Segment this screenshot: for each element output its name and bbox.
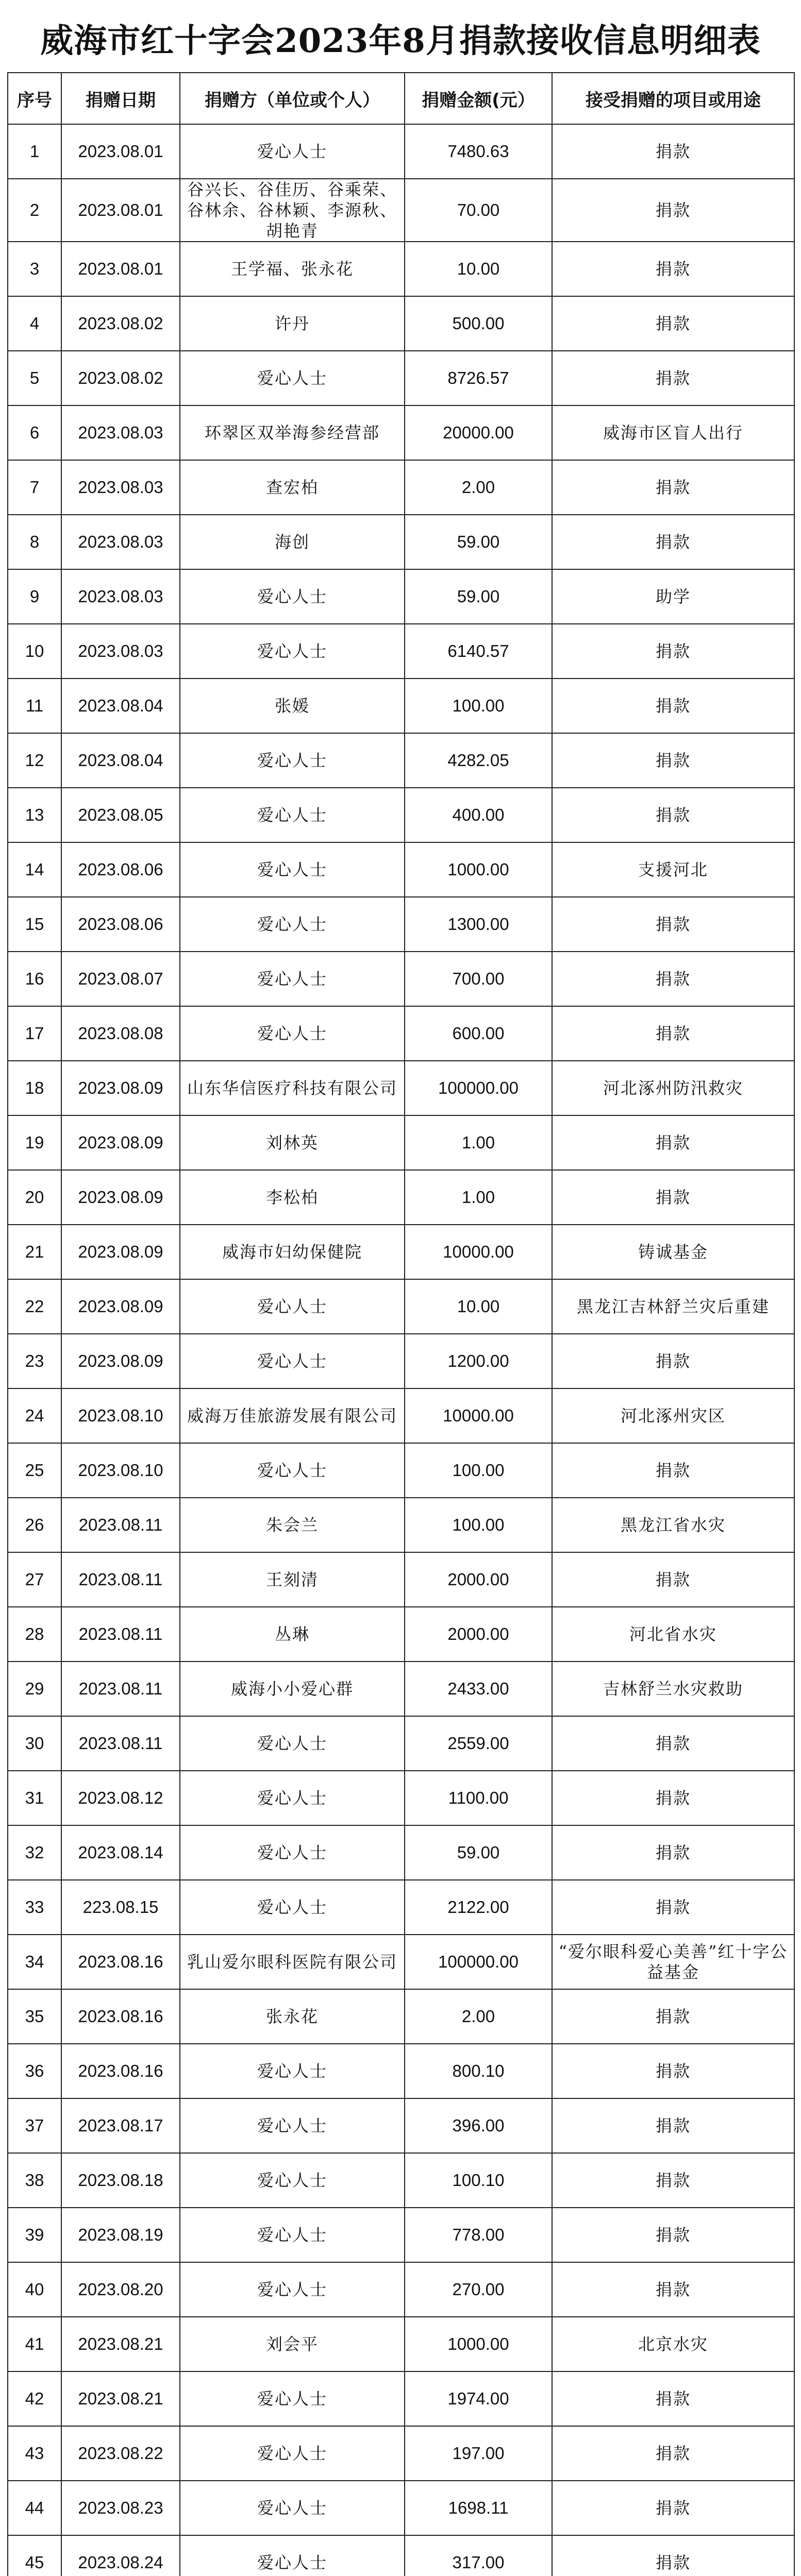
cell-index: 26	[8, 1498, 61, 1552]
cell-purpose: 捐款	[552, 624, 794, 679]
cell-date: 2023.08.23	[61, 2481, 180, 2535]
cell-index: 29	[8, 1662, 61, 1716]
cell-amount: 20000.00	[405, 405, 552, 460]
cell-date: 2023.08.20	[61, 2262, 180, 2317]
cell-donor: 张媛	[180, 679, 405, 733]
cell-index: 38	[8, 2153, 61, 2208]
cell-donor: 爱心人士	[180, 2426, 405, 2481]
cell-donor: 爱心人士	[180, 2535, 405, 2576]
cell-donor: 爱心人士	[180, 2044, 405, 2098]
cell-index: 5	[8, 351, 61, 405]
cell-date: 2023.08.09	[61, 1170, 180, 1225]
cell-date: 2023.08.05	[61, 788, 180, 842]
cell-purpose: 捐款	[552, 1825, 794, 1880]
cell-purpose: 捐款	[552, 2535, 794, 2576]
header-date: 捐赠日期	[61, 73, 180, 124]
cell-amount: 1100.00	[405, 1771, 552, 1825]
cell-index: 27	[8, 1552, 61, 1607]
cell-date: 2023.08.06	[61, 897, 180, 952]
cell-amount: 59.00	[405, 1825, 552, 1880]
cell-amount: 10.00	[405, 242, 552, 296]
cell-donor: 丛琳	[180, 1607, 405, 1662]
cell-date: 2023.08.16	[61, 1989, 180, 2044]
cell-amount: 400.00	[405, 788, 552, 842]
cell-date: 2023.08.01	[61, 124, 180, 179]
cell-index: 43	[8, 2426, 61, 2481]
cell-purpose: 捐款	[552, 788, 794, 842]
cell-date: 2023.08.22	[61, 2426, 180, 2481]
cell-amount: 500.00	[405, 296, 552, 351]
cell-purpose: “爱尔眼科爱心美善”红十字公益基金	[552, 1935, 794, 1989]
cell-amount: 4282.05	[405, 733, 552, 788]
cell-index: 17	[8, 1006, 61, 1061]
cell-purpose: 捐款	[552, 2481, 794, 2535]
cell-amount: 1000.00	[405, 842, 552, 897]
cell-purpose: 捐款	[552, 124, 794, 179]
cell-amount: 700.00	[405, 952, 552, 1006]
cell-date: 2023.08.11	[61, 1662, 180, 1716]
cell-donor: 刘会平	[180, 2317, 405, 2371]
cell-donor: 爱心人士	[180, 2098, 405, 2153]
cell-purpose: 捐款	[552, 515, 794, 569]
cell-date: 2023.08.03	[61, 405, 180, 460]
cell-donor: 谷兴长、谷佳历、谷乘荣、谷林余、谷林颖、李源秋、胡艳青	[180, 179, 405, 242]
cell-index: 37	[8, 2098, 61, 2153]
cell-date: 2023.08.24	[61, 2535, 180, 2576]
cell-purpose: 捐款	[552, 2153, 794, 2208]
cell-date: 2023.08.11	[61, 1716, 180, 1771]
cell-index: 22	[8, 1279, 61, 1334]
table-row	[8, 1225, 794, 1279]
table-row	[8, 2044, 794, 2098]
header-donor: 捐赠方（单位或个人）	[180, 73, 405, 124]
cell-amount: 1698.11	[405, 2481, 552, 2535]
table-row	[8, 624, 794, 679]
table-row	[8, 1716, 794, 1771]
cell-date: 2023.08.10	[61, 1443, 180, 1498]
cell-donor: 爱心人士	[180, 1279, 405, 1334]
cell-amount: 317.00	[405, 2535, 552, 2576]
cell-donor: 爱心人士	[180, 124, 405, 179]
cell-purpose: 威海市区盲人出行	[552, 405, 794, 460]
cell-date: 2023.08.14	[61, 1825, 180, 1880]
cell-purpose: 捐款	[552, 1115, 794, 1170]
cell-donor: 乳山爱尔眼科医院有限公司	[180, 1935, 405, 1989]
cell-date: 2023.08.21	[61, 2371, 180, 2426]
cell-index: 24	[8, 1388, 61, 1443]
cell-purpose: 捐款	[552, 460, 794, 515]
cell-index: 31	[8, 1771, 61, 1825]
cell-amount: 1000.00	[405, 2317, 552, 2371]
cell-index: 45	[8, 2535, 61, 2576]
cell-index: 32	[8, 1825, 61, 1880]
table-row	[8, 1880, 794, 1935]
table-row	[8, 1935, 794, 1989]
cell-amount: 1974.00	[405, 2371, 552, 2426]
cell-amount: 1.00	[405, 1170, 552, 1225]
cell-donor: 山东华信医疗科技有限公司	[180, 1061, 405, 1115]
cell-purpose: 捐款	[552, 679, 794, 733]
cell-amount: 600.00	[405, 1006, 552, 1061]
cell-date: 2023.08.11	[61, 1498, 180, 1552]
cell-purpose: 北京水灾	[552, 2317, 794, 2371]
cell-amount: 1.00	[405, 1115, 552, 1170]
cell-amount: 2559.00	[405, 1716, 552, 1771]
cell-date: 2023.08.03	[61, 460, 180, 515]
cell-amount: 70.00	[405, 179, 552, 242]
cell-index: 15	[8, 897, 61, 952]
cell-purpose: 捐款	[552, 1771, 794, 1825]
cell-index: 10	[8, 624, 61, 679]
cell-donor: 查宏柏	[180, 460, 405, 515]
table-row	[8, 1825, 794, 1880]
cell-purpose: 捐款	[552, 2262, 794, 2317]
table-row	[8, 2535, 794, 2576]
cell-purpose: 河北省水灾	[552, 1607, 794, 1662]
cell-amount: 100000.00	[405, 1935, 552, 1989]
cell-date: 2023.08.01	[61, 179, 180, 242]
cell-amount: 100000.00	[405, 1061, 552, 1115]
cell-index: 23	[8, 1334, 61, 1388]
cell-purpose: 吉林舒兰水灾救助	[552, 1662, 794, 1716]
cell-donor: 爱心人士	[180, 733, 405, 788]
table-row	[8, 1552, 794, 1607]
table-row	[8, 296, 794, 351]
cell-amount: 197.00	[405, 2426, 552, 2481]
cell-donor: 爱心人士	[180, 351, 405, 405]
cell-amount: 800.10	[405, 2044, 552, 2098]
cell-purpose: 捐款	[552, 2044, 794, 2098]
cell-date: 2023.08.01	[61, 242, 180, 296]
cell-purpose: 捐款	[552, 1880, 794, 1935]
cell-purpose: 捐款	[552, 897, 794, 952]
cell-index: 39	[8, 2208, 61, 2262]
cell-donor: 海创	[180, 515, 405, 569]
cell-index: 20	[8, 1170, 61, 1225]
cell-purpose: 捐款	[552, 1716, 794, 1771]
cell-date: 2023.08.08	[61, 1006, 180, 1061]
cell-purpose: 捐款	[552, 952, 794, 1006]
cell-donor: 爱心人士	[180, 788, 405, 842]
table-row	[8, 2208, 794, 2262]
donation-table	[7, 72, 795, 2576]
table-row	[8, 952, 794, 1006]
cell-donor: 爱心人士	[180, 1880, 405, 1935]
table-row	[8, 515, 794, 569]
cell-index: 44	[8, 2481, 61, 2535]
table-row	[8, 2481, 794, 2535]
cell-date: 2023.08.04	[61, 733, 180, 788]
table-row	[8, 179, 794, 242]
cell-amount: 2000.00	[405, 1607, 552, 1662]
cell-donor: 许丹	[180, 296, 405, 351]
table-row	[8, 2371, 794, 2426]
cell-amount: 1200.00	[405, 1334, 552, 1388]
cell-date: 2023.08.16	[61, 1935, 180, 1989]
table-row	[8, 1771, 794, 1825]
cell-donor: 朱会兰	[180, 1498, 405, 1552]
cell-purpose: 河北涿州防汛救灾	[552, 1061, 794, 1115]
header-amount: 捐赠金额(元）	[405, 73, 552, 124]
cell-donor: 爱心人士	[180, 2208, 405, 2262]
cell-date: 2023.08.21	[61, 2317, 180, 2371]
table-row	[8, 405, 794, 460]
table-row	[8, 1388, 794, 1443]
table-row	[8, 1989, 794, 2044]
cell-donor: 王刻清	[180, 1552, 405, 1607]
cell-donor: 环翠区双举海参经营部	[180, 405, 405, 460]
cell-date: 2023.08.16	[61, 2044, 180, 2098]
cell-date: 2023.08.09	[61, 1279, 180, 1334]
cell-amount: 2122.00	[405, 1880, 552, 1935]
cell-index: 8	[8, 515, 61, 569]
table-row	[8, 1498, 794, 1552]
cell-donor: 威海市妇幼保健院	[180, 1225, 405, 1279]
cell-index: 14	[8, 842, 61, 897]
cell-index: 12	[8, 733, 61, 788]
cell-amount: 100.00	[405, 679, 552, 733]
cell-amount: 10000.00	[405, 1225, 552, 1279]
cell-purpose: 捐款	[552, 1006, 794, 1061]
table-row	[8, 679, 794, 733]
cell-index: 18	[8, 1061, 61, 1115]
cell-date: 2023.08.03	[61, 515, 180, 569]
cell-index: 1	[8, 124, 61, 179]
table-row	[8, 2426, 794, 2481]
cell-index: 34	[8, 1935, 61, 1989]
table-row	[8, 1170, 794, 1225]
cell-index: 25	[8, 1443, 61, 1498]
table-body	[8, 124, 794, 2576]
table-row	[8, 897, 794, 952]
table-row	[8, 733, 794, 788]
cell-date: 2023.08.02	[61, 296, 180, 351]
cell-amount: 59.00	[405, 569, 552, 624]
cell-purpose: 支援河北	[552, 842, 794, 897]
table-row	[8, 2317, 794, 2371]
table-row	[8, 788, 794, 842]
cell-index: 3	[8, 242, 61, 296]
cell-date: 2023.08.18	[61, 2153, 180, 2208]
table-row	[8, 1443, 794, 1498]
cell-amount: 8726.57	[405, 351, 552, 405]
cell-index: 16	[8, 952, 61, 1006]
cell-purpose: 捐款	[552, 296, 794, 351]
cell-date: 2023.08.06	[61, 842, 180, 897]
cell-donor: 爱心人士	[180, 897, 405, 952]
cell-amount: 2000.00	[405, 1552, 552, 1607]
cell-date: 2023.08.02	[61, 351, 180, 405]
cell-purpose: 捐款	[552, 733, 794, 788]
cell-donor: 爱心人士	[180, 952, 405, 1006]
cell-date: 2023.08.04	[61, 679, 180, 733]
cell-amount: 2.00	[405, 460, 552, 515]
cell-amount: 7480.63	[405, 124, 552, 179]
cell-donor: 爱心人士	[180, 1825, 405, 1880]
cell-date: 2023.08.03	[61, 569, 180, 624]
cell-date: 2023.08.07	[61, 952, 180, 1006]
cell-donor: 爱心人士	[180, 624, 405, 679]
cell-date: 2023.08.09	[61, 1225, 180, 1279]
cell-purpose: 捐款	[552, 2371, 794, 2426]
cell-index: 6	[8, 405, 61, 460]
page-title: 威海市红十字会2023年8月捐款接收信息明细表	[40, 22, 761, 60]
cell-date: 2023.08.11	[61, 1607, 180, 1662]
cell-purpose: 捐款	[552, 242, 794, 296]
cell-date: 2023.08.09	[61, 1334, 180, 1388]
table-row	[8, 569, 794, 624]
cell-amount: 10000.00	[405, 1388, 552, 1443]
table-row	[8, 124, 794, 179]
table-row	[8, 242, 794, 296]
cell-amount: 270.00	[405, 2262, 552, 2317]
cell-index: 30	[8, 1716, 61, 1771]
cell-purpose: 捐款	[552, 1443, 794, 1498]
cell-donor: 爱心人士	[180, 842, 405, 897]
cell-index: 13	[8, 788, 61, 842]
table-row	[8, 1115, 794, 1170]
cell-purpose: 捐款	[552, 2426, 794, 2481]
table-row	[8, 1006, 794, 1061]
cell-index: 42	[8, 2371, 61, 2426]
table-row	[8, 842, 794, 897]
cell-index: 4	[8, 296, 61, 351]
cell-purpose: 捐款	[552, 179, 794, 242]
cell-purpose: 黑龙江省水灾	[552, 1498, 794, 1552]
cell-index: 2	[8, 179, 61, 242]
table-row	[8, 2098, 794, 2153]
cell-purpose: 捐款	[552, 1334, 794, 1388]
cell-index: 41	[8, 2317, 61, 2371]
cell-index: 9	[8, 569, 61, 624]
cell-purpose: 捐款	[552, 1552, 794, 1607]
cell-index: 36	[8, 2044, 61, 2098]
cell-amount: 396.00	[405, 2098, 552, 2153]
cell-amount: 100.00	[405, 1498, 552, 1552]
header-purpose: 接受捐赠的项目或用途	[552, 73, 794, 124]
cell-index: 11	[8, 679, 61, 733]
cell-amount: 100.00	[405, 1443, 552, 1498]
cell-date: 223.08.15	[61, 1880, 180, 1935]
cell-purpose: 捐款	[552, 1170, 794, 1225]
table-row	[8, 1662, 794, 1716]
cell-date: 2023.08.09	[61, 1115, 180, 1170]
table-row	[8, 351, 794, 405]
cell-donor: 爱心人士	[180, 1771, 405, 1825]
cell-index: 28	[8, 1607, 61, 1662]
cell-donor: 张永花	[180, 1989, 405, 2044]
cell-amount: 2.00	[405, 1989, 552, 2044]
table-header-row	[8, 73, 794, 124]
table-row	[8, 460, 794, 515]
cell-date: 2023.08.03	[61, 624, 180, 679]
cell-donor: 王学福、张永花	[180, 242, 405, 296]
cell-date: 2023.08.19	[61, 2208, 180, 2262]
cell-amount: 778.00	[405, 2208, 552, 2262]
cell-purpose: 捐款	[552, 1989, 794, 2044]
cell-index: 35	[8, 1989, 61, 2044]
cell-donor: 爱心人士	[180, 2371, 405, 2426]
cell-purpose: 黑龙江吉林舒兰灾后重建	[552, 1279, 794, 1334]
cell-donor: 爱心人士	[180, 1334, 405, 1388]
cell-amount: 10.00	[405, 1279, 552, 1334]
table-row	[8, 1061, 794, 1115]
table-row	[8, 2262, 794, 2317]
cell-donor: 爱心人士	[180, 1006, 405, 1061]
cell-index: 7	[8, 460, 61, 515]
cell-index: 40	[8, 2262, 61, 2317]
table-row	[8, 1279, 794, 1334]
cell-purpose: 捐款	[552, 2208, 794, 2262]
cell-index: 33	[8, 1880, 61, 1935]
cell-donor: 威海万佳旅游发展有限公司	[180, 1388, 405, 1443]
cell-index: 19	[8, 1115, 61, 1170]
table-row	[8, 2153, 794, 2208]
cell-donor: 爱心人士	[180, 2262, 405, 2317]
cell-donor: 爱心人士	[180, 1716, 405, 1771]
cell-purpose: 铸诚基金	[552, 1225, 794, 1279]
cell-amount: 2433.00	[405, 1662, 552, 1716]
cell-amount: 100.10	[405, 2153, 552, 2208]
cell-date: 2023.08.10	[61, 1388, 180, 1443]
cell-donor: 爱心人士	[180, 569, 405, 624]
cell-index: 21	[8, 1225, 61, 1279]
header-index: 序号	[8, 73, 61, 124]
cell-date: 2023.08.11	[61, 1552, 180, 1607]
cell-date: 2023.08.09	[61, 1061, 180, 1115]
cell-purpose: 捐款	[552, 351, 794, 405]
cell-amount: 59.00	[405, 515, 552, 569]
cell-purpose: 捐款	[552, 2098, 794, 2153]
cell-date: 2023.08.17	[61, 2098, 180, 2153]
cell-donor: 爱心人士	[180, 1443, 405, 1498]
cell-donor: 爱心人士	[180, 2481, 405, 2535]
cell-donor: 爱心人士	[180, 2153, 405, 2208]
cell-purpose: 河北涿州灾区	[552, 1388, 794, 1443]
cell-purpose: 助学	[552, 569, 794, 624]
cell-amount: 1300.00	[405, 897, 552, 952]
table-row	[8, 1334, 794, 1388]
cell-donor: 刘林英	[180, 1115, 405, 1170]
cell-amount: 6140.57	[405, 624, 552, 679]
cell-donor: 李松柏	[180, 1170, 405, 1225]
table-row	[8, 1607, 794, 1662]
cell-donor: 威海小小爱心群	[180, 1662, 405, 1716]
cell-date: 2023.08.12	[61, 1771, 180, 1825]
